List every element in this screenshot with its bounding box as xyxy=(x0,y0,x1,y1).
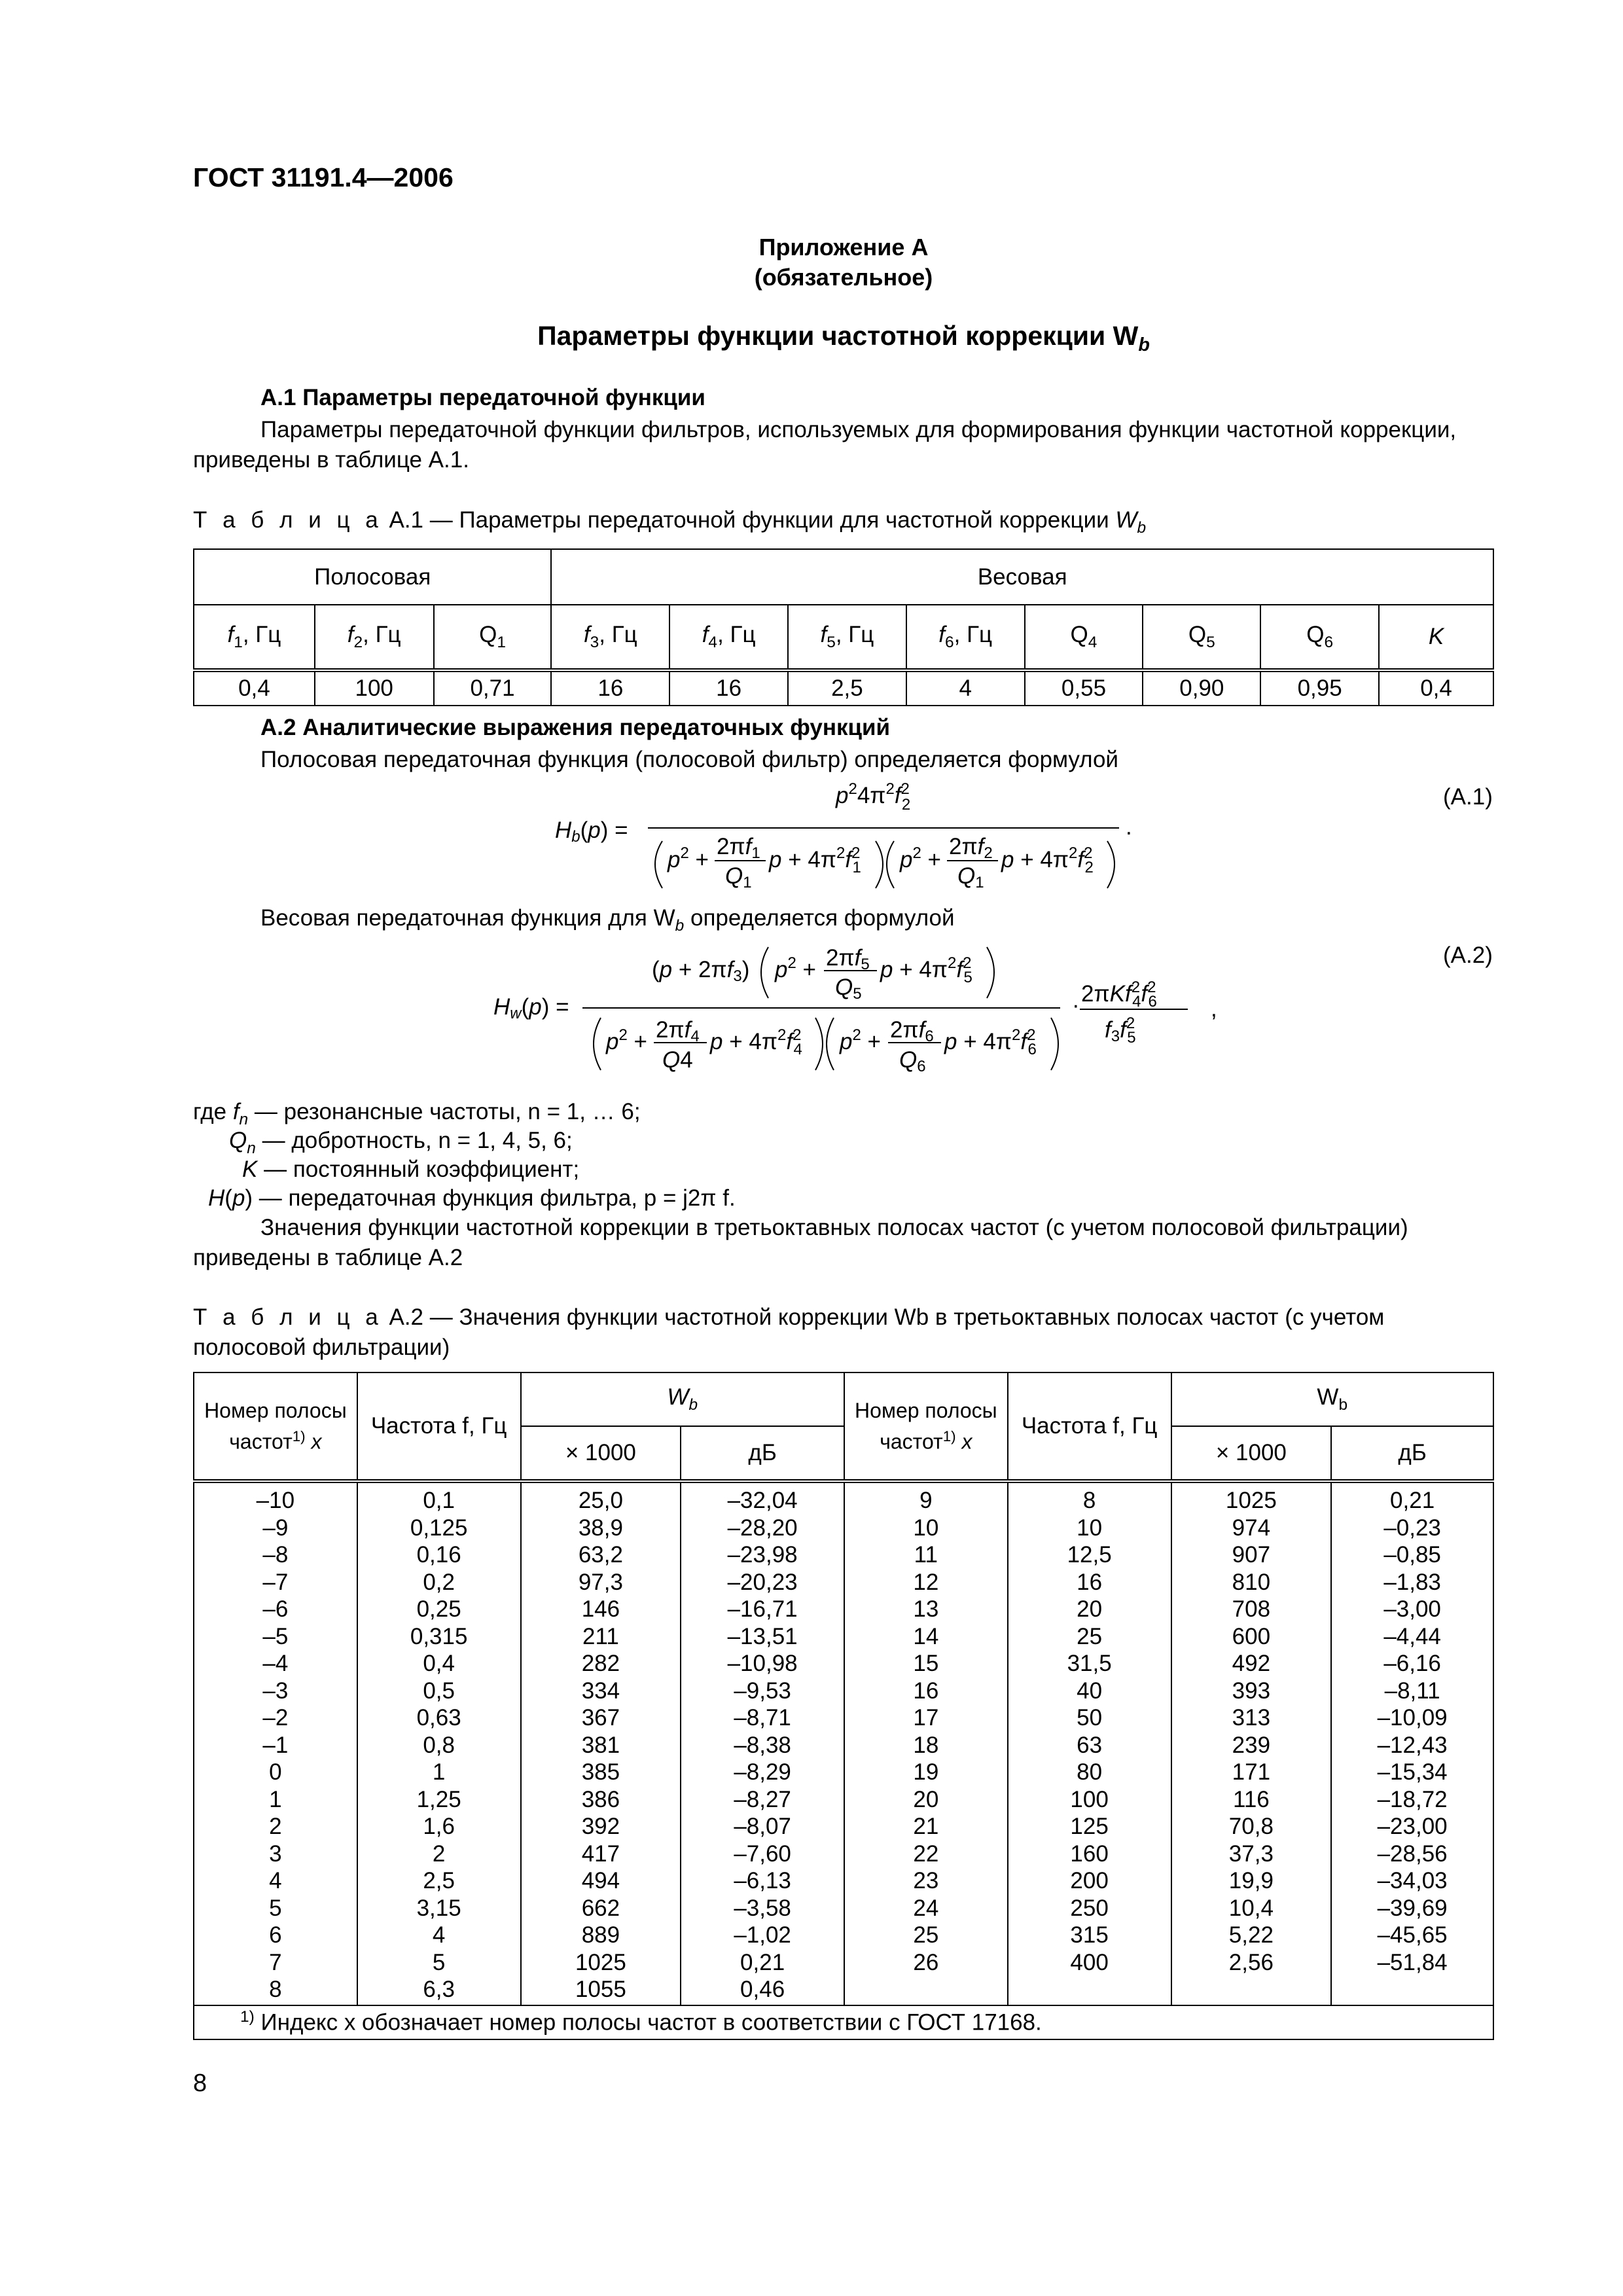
table2-cell: –8 xyxy=(262,1542,289,1568)
table2-cell: 8 xyxy=(269,1977,282,2002)
svg-text:2πf5: 2πf5 xyxy=(826,945,870,973)
definition-k: K — постоянный коэффициент; xyxy=(242,1157,580,1182)
table2-cell: 16 xyxy=(1077,1569,1103,1595)
table2-cell: –39,69 xyxy=(1377,1895,1448,1921)
table1-caption: Т а б л и ц а А.1 — Параметры передаточной функции для частотной коррекции $W_b$ xyxy=(193,507,1147,537)
table2-cell: 63 xyxy=(1077,1732,1103,1758)
table2-cell: 385 xyxy=(581,1759,620,1785)
svg-text:2πf4: 2πf4 xyxy=(656,1017,700,1045)
svg-text:p2 +: $p^2$ + xyxy=(840,1026,881,1054)
table2-cell: 116 xyxy=(1232,1786,1270,1812)
table1-header: $f_2$, Гц xyxy=(315,605,434,670)
appendix-heading xyxy=(193,232,1494,293)
table2-cell: 26 xyxy=(913,1949,939,1975)
table2-caption: Т а б л и ц а А.2 — Значения функции частотной коррекции Wb в третьоктавных полосах частот (с учетом полосовой фильтрации) xyxy=(193,1304,1385,1360)
table2-cell: –6 xyxy=(262,1596,289,1622)
table2-cell: 40 xyxy=(1077,1677,1103,1704)
table2-cell: 14 xyxy=(913,1623,939,1649)
table2-cell: 0,125 xyxy=(410,1515,468,1541)
table2-cell: 0,4 xyxy=(423,1651,455,1676)
table2-cell: –10 xyxy=(256,1488,295,1513)
table2-cell: –23,98 xyxy=(727,1542,798,1568)
table2-cell: –45,65 xyxy=(1377,1922,1448,1948)
table2-cell: –15,34 xyxy=(1377,1759,1448,1785)
table2-cell: –20,23 xyxy=(727,1569,798,1595)
table1-header: $Q_1$ xyxy=(434,605,552,670)
table2-cell: 386 xyxy=(581,1786,620,1812)
table2-header-freq-left: Частота f, Гц xyxy=(357,1372,521,1481)
table1-header: $f_5$, Гц xyxy=(788,605,906,670)
table2-cell: 25,0 xyxy=(578,1488,623,1513)
table2-footnote: $^{1)}$ Индекс x обозначает номер полосы частот в соответствии с ГОСТ 17168. xyxy=(194,2005,1493,2039)
svg-text:p + 4π2f26: $p + 4\pi^2f^2$ 6 xyxy=(944,1026,1037,1058)
equation-a2-number: (А.2) xyxy=(1443,942,1493,968)
table1-header: $Q_4$ xyxy=(1025,605,1143,670)
table2-cell: 3,15 xyxy=(416,1895,461,1921)
table2-cell: 0,1 xyxy=(423,1488,455,1513)
table1-cell: 4 xyxy=(906,670,1025,706)
table2-cell: 5 xyxy=(432,1949,446,1975)
table2-cell: 2,5 xyxy=(423,1868,455,1893)
svg-text:p + 4π2f22: $p + 4\pi^2f^2$ 2 xyxy=(1001,844,1094,876)
table2-cell: 0,46 xyxy=(740,1977,785,2002)
section-a2-text3: Значения функции частотной коррекции в третьоктавных полосах частот (с учетом полосовой фильтрации) приведены в таблице А.2 xyxy=(193,1215,1408,1270)
table2-cell: 492 xyxy=(1232,1651,1271,1676)
table2-cell: 393 xyxy=(1232,1677,1271,1704)
svg-text:2πf2: 2πf2 xyxy=(949,834,993,862)
table2-cell: 125 xyxy=(1070,1814,1109,1839)
table2-cell: 50 xyxy=(1077,1705,1103,1731)
table2-cell: 24 xyxy=(913,1895,939,1921)
table2-header-band-right: Номер полосы частот$^{1)}$ x xyxy=(844,1372,1008,1481)
svg-text:Q4: Q4 xyxy=(662,1047,693,1073)
table2-cell: –12,43 xyxy=(1377,1732,1448,1758)
table2-cell: –51,84 xyxy=(1377,1949,1448,1975)
table2-cell: 315 xyxy=(1070,1922,1109,1948)
table2-cell: 9 xyxy=(919,1488,933,1513)
table2-cell: 0,5 xyxy=(423,1677,455,1704)
table2-cell: 974 xyxy=(1232,1515,1271,1541)
table2-header-band-left: Номер полосы частот$^{1)}$ x xyxy=(194,1372,357,1481)
table1-cell: 16 xyxy=(551,670,669,706)
table2-cell: 662 xyxy=(581,1895,620,1921)
section-a2-heading: А.2 Аналитические выражения передаточных функций xyxy=(260,715,891,740)
table2-cell: 13 xyxy=(913,1596,939,1622)
table1-cell: 0,95 xyxy=(1260,670,1379,706)
table2-cell: 5,22 xyxy=(1228,1922,1274,1948)
table2-cell: –1,83 xyxy=(1383,1569,1441,1595)
table2-cell: –4,44 xyxy=(1383,1623,1441,1649)
table2-cell: –3 xyxy=(262,1677,289,1704)
table2-cell: 0,21 xyxy=(740,1949,785,1975)
table2-cell: 0,25 xyxy=(416,1596,461,1622)
table2-cell: 0,2 xyxy=(423,1569,455,1595)
table2-cell: –5 xyxy=(262,1623,289,1649)
table1-header: $f_6$, Гц xyxy=(906,605,1025,670)
table2-cell: –1,02 xyxy=(734,1922,791,1948)
table2-cell: 19,9 xyxy=(1228,1868,1274,1893)
svg-text:p2 +: $p^2$ + xyxy=(668,844,709,872)
table2-cell: 16 xyxy=(913,1677,939,1704)
document-code: ГОСТ 31191.4—2006 xyxy=(193,162,454,192)
table2-cell: 70,8 xyxy=(1228,1814,1274,1839)
table2-cell: –3,58 xyxy=(734,1895,791,1921)
table2-header-db-left: дБ xyxy=(681,1426,844,1481)
table2-col-db-left xyxy=(681,1481,844,2005)
appendix-status: (обязательное) xyxy=(754,264,933,291)
table1-cell: 0,4 xyxy=(1379,670,1493,706)
table2-cell: –8,27 xyxy=(734,1786,791,1812)
table2-cell: –28,56 xyxy=(1377,1840,1448,1867)
table2-cell: 171 xyxy=(1232,1759,1271,1785)
svg-text:p + 4π2f21: $p + 4\pi^2f^2$ 1 xyxy=(769,844,861,876)
table1-cell: 2,5 xyxy=(788,670,906,706)
table2-header-x1000-right: × 1000 xyxy=(1171,1426,1332,1481)
table1-header: $f_1$, Гц xyxy=(194,605,315,670)
table2-cell: –9 xyxy=(262,1515,289,1541)
svg-text:p + 4π2f25: $p + 4\pi^2f^2$ 5 xyxy=(880,954,972,986)
table2-col-freq-right xyxy=(1008,1481,1171,2005)
table2-cell: –28,20 xyxy=(727,1515,798,1541)
table2-cell: –32,04 xyxy=(727,1488,798,1513)
table2-cell: 600 xyxy=(1232,1623,1271,1649)
table2-cell: 239 xyxy=(1232,1732,1271,1758)
table2-cell: 100 xyxy=(1070,1786,1109,1812)
table2-cell: 20 xyxy=(1077,1596,1103,1622)
table2-cell: 7 xyxy=(269,1949,282,1975)
page-number: 8 xyxy=(193,2070,207,2097)
table2-cell: –7,60 xyxy=(734,1840,791,1867)
svg-text:Hw(p) =: Hw(p) = xyxy=(493,994,569,1022)
table2-cell: –8,11 xyxy=(1384,1677,1440,1704)
table2-col-band-left xyxy=(194,1481,357,2005)
table2-cell: 4 xyxy=(269,1868,282,1893)
table2-col-x1000-left xyxy=(521,1481,681,2005)
svg-text:2πf6: 2πf6 xyxy=(890,1017,934,1045)
svg-text:.: . xyxy=(1126,814,1132,840)
table2-cell: 31,5 xyxy=(1067,1651,1112,1676)
table1-cell: 16 xyxy=(669,670,788,706)
table2-cell: 200 xyxy=(1070,1868,1109,1893)
table2-cell: –34,03 xyxy=(1377,1868,1448,1893)
table2-cell: 17 xyxy=(913,1705,939,1731)
table2-cell: 889 xyxy=(581,1922,620,1948)
table2-col-x1000-right xyxy=(1171,1481,1332,2005)
table2-cell: 1 xyxy=(432,1759,446,1785)
svg-text:(p + 2πf3): (p + 2πf3) xyxy=(652,957,750,985)
table2-col-band-right xyxy=(844,1481,1008,2005)
table2-cell: 38,9 xyxy=(578,1515,623,1541)
table2-cell: 211 xyxy=(582,1623,619,1649)
table2-header-db-right: дБ xyxy=(1331,1426,1493,1481)
table2-cell: 4 xyxy=(432,1922,446,1948)
table1-group-band: Полосовая xyxy=(194,549,551,605)
table2-cell: 160 xyxy=(1070,1840,1109,1867)
table2-cell: 282 xyxy=(581,1651,620,1676)
table1-header: $Q_6$ xyxy=(1260,605,1379,670)
table2-cell: –10,09 xyxy=(1377,1705,1448,1731)
table2-cell: 494 xyxy=(581,1868,620,1893)
table2-cell: 80 xyxy=(1077,1759,1103,1785)
table2-cell: –13,51 xyxy=(727,1623,798,1649)
svg-text:2πf1: 2πf1 xyxy=(717,834,760,862)
section-a2-text2: Весовая передаточная функция для $W_b$ определяется формулой xyxy=(260,905,955,935)
table2-cell: 146 xyxy=(581,1596,620,1622)
definition-hp: H(p) — передаточная функция фильтра, p = j2π f. xyxy=(208,1185,736,1211)
table2-cell: –4 xyxy=(262,1651,289,1676)
table2-cell: 0,8 xyxy=(423,1732,455,1758)
table2-header-freq-right: Частота f, Гц xyxy=(1008,1372,1171,1481)
table1-header: K xyxy=(1379,605,1493,670)
table1-cell: 0,55 xyxy=(1025,670,1143,706)
table2-cell: –0,85 xyxy=(1383,1542,1441,1568)
table2-cell: 2,56 xyxy=(1228,1949,1274,1975)
svg-text:2πKf24f26: 2πKf$^2$ $4f^2$ 6 xyxy=(1081,978,1157,1011)
table2-cell: 907 xyxy=(1232,1542,1271,1568)
table2-cell: 1055 xyxy=(575,1977,626,2002)
table2-cell: 1,6 xyxy=(423,1814,455,1839)
section-a2-text1: Полосовая передаточная функция (полосовой фильтр) определяется формулой xyxy=(260,747,1118,772)
table2-cell: 1025 xyxy=(1225,1488,1277,1513)
table2-cell: 0,21 xyxy=(1390,1488,1435,1513)
table-a1 xyxy=(193,548,1494,706)
table2-header-x1000-left: × 1000 xyxy=(521,1426,681,1481)
definition-fn: где $f_n$ — резонансные частоты, n = 1, … 6; xyxy=(193,1099,641,1128)
table2-cell: 21 xyxy=(913,1814,939,1839)
table2-cell: 15 xyxy=(913,1651,939,1676)
table2-cell: 12 xyxy=(913,1569,939,1595)
table2-cell: –0,23 xyxy=(1383,1515,1441,1541)
table2-col-freq-left xyxy=(357,1481,521,2005)
table2-cell: 11 xyxy=(914,1542,938,1568)
table2-cell: 0,315 xyxy=(410,1623,468,1649)
table2-cell: 5 xyxy=(269,1895,282,1921)
table2-col-db-right xyxy=(1331,1481,1493,2005)
table2-cell: 6,3 xyxy=(423,1977,455,2002)
table2-cell: 250 xyxy=(1070,1895,1109,1921)
table1-header: $f_4$, Гц xyxy=(669,605,788,670)
table2-cell: 97,3 xyxy=(578,1569,623,1595)
table1-header: $f_3$, Гц xyxy=(551,605,669,670)
equation-a1 xyxy=(543,776,1165,893)
table1-cell: 0,4 xyxy=(194,670,315,706)
svg-text:Q6: Q6 xyxy=(899,1047,926,1075)
table2-cell: 708 xyxy=(1232,1596,1271,1622)
table2-cell: 19 xyxy=(913,1759,939,1785)
table-a2 xyxy=(193,1372,1494,2040)
table1-cell: 100 xyxy=(315,670,434,706)
table2-cell: 25 xyxy=(1077,1623,1103,1649)
table2-cell: –1 xyxy=(262,1732,289,1758)
svg-text:p2 +: $p^2$ + xyxy=(775,954,816,982)
table2-header-wb-left: $W_b$ xyxy=(521,1372,844,1426)
table2-cell: 392 xyxy=(581,1814,620,1839)
definition-qn: $Q_n$ — добротность, n = 1, 4, 5, 6; xyxy=(229,1128,573,1157)
svg-text:p24π2f22: $p^24\pi^2f^2$ 2 xyxy=(836,780,911,814)
table2-cell: –10,98 xyxy=(727,1651,798,1676)
appendix-label: Приложение А xyxy=(758,234,929,260)
table2-cell: –8,38 xyxy=(734,1732,791,1758)
table2-cell: 0 xyxy=(269,1759,282,1785)
table2-cell: 18 xyxy=(913,1732,939,1758)
table2-cell: 63,2 xyxy=(578,1542,623,1568)
table2-cell: –18,72 xyxy=(1377,1786,1448,1812)
table2-cell: 37,3 xyxy=(1228,1840,1274,1867)
table2-cell: 1,25 xyxy=(416,1786,461,1812)
table2-cell: 1025 xyxy=(575,1949,626,1975)
table2-cell: 1 xyxy=(269,1786,282,1812)
table2-cell: 12,5 xyxy=(1067,1542,1112,1568)
table2-cell: –7 xyxy=(262,1569,289,1595)
table2-cell: 23 xyxy=(913,1868,939,1893)
svg-text:p2 +: $p^2$ + xyxy=(900,844,941,872)
table1-cell: 0,90 xyxy=(1143,670,1260,706)
svg-text:·: · xyxy=(1072,992,1080,1018)
table2-cell: 0,63 xyxy=(416,1705,461,1731)
table2-cell: 367 xyxy=(581,1705,620,1731)
table2-cell: –16,71 xyxy=(727,1596,798,1622)
svg-text:f3f25: $f3f^2$ 5 xyxy=(1105,1014,1136,1047)
table2-cell: –3,00 xyxy=(1383,1596,1441,1622)
table2-cell: –8,07 xyxy=(734,1814,791,1839)
table2-cell: 10,4 xyxy=(1228,1895,1274,1921)
table1-cell: 0,71 xyxy=(434,670,552,706)
table2-cell: 8 xyxy=(1082,1488,1096,1513)
table2-cell: 2 xyxy=(269,1814,282,1839)
table1-header: $Q_5$ xyxy=(1143,605,1260,670)
table2-cell: 400 xyxy=(1070,1949,1109,1975)
appendix-title: Параметры функции частотной коррекции $W_b$ xyxy=(537,321,1150,356)
table2-cell: 417 xyxy=(581,1840,620,1867)
table2-cell: 2 xyxy=(432,1840,446,1867)
svg-text:Q1: Q1 xyxy=(725,863,752,891)
table2-cell: –6,16 xyxy=(1383,1651,1441,1676)
svg-text:p + 4π2f24: $p + 4\pi^2f^2$ 4 xyxy=(710,1026,802,1058)
svg-text:Q1: Q1 xyxy=(957,863,984,891)
table2-cell: –9,53 xyxy=(734,1677,791,1704)
table2-cell: 334 xyxy=(581,1677,620,1704)
equation-a1-number: (А.1) xyxy=(1443,784,1493,810)
table2-cell: 381 xyxy=(581,1732,620,1758)
section-a1-text: Параметры передаточной функции фильтров, используемых для формирования функции частотной коррекции, приведены в таблице А.1. xyxy=(193,417,1457,473)
svg-text:Q5: Q5 xyxy=(835,975,862,1003)
table2-cell: 810 xyxy=(1232,1569,1271,1595)
table2-cell: 25 xyxy=(913,1922,939,1948)
svg-text:,: , xyxy=(1211,996,1217,1022)
table2-cell: 313 xyxy=(1232,1705,1271,1731)
table2-cell: 6 xyxy=(269,1922,282,1948)
table2-cell: –6,13 xyxy=(734,1868,791,1893)
table2-cell: –8,29 xyxy=(734,1759,791,1785)
table2-cell: 22 xyxy=(913,1840,939,1867)
table2-cell: –2 xyxy=(262,1705,289,1731)
table1-group-weight: Весовая xyxy=(551,549,1493,605)
table2-cell: –8,71 xyxy=(734,1705,791,1731)
equation-a2 xyxy=(484,933,1237,1093)
table2-cell: –23,00 xyxy=(1377,1814,1448,1839)
section-a1-heading: А.1 Параметры передаточной функции xyxy=(260,385,705,410)
table2-cell: 0,16 xyxy=(416,1542,461,1568)
table2-cell: 10 xyxy=(1077,1515,1103,1541)
svg-text:p2 +: $p^2$ + xyxy=(606,1026,647,1054)
table2-header-wb-right: $W_b$ xyxy=(1171,1372,1493,1426)
table2-cell: 10 xyxy=(913,1515,939,1541)
table2-cell: 3 xyxy=(269,1840,282,1867)
svg-text:Hb(p) =: Hb(p) = xyxy=(555,817,628,846)
table2-cell: 20 xyxy=(913,1786,939,1812)
